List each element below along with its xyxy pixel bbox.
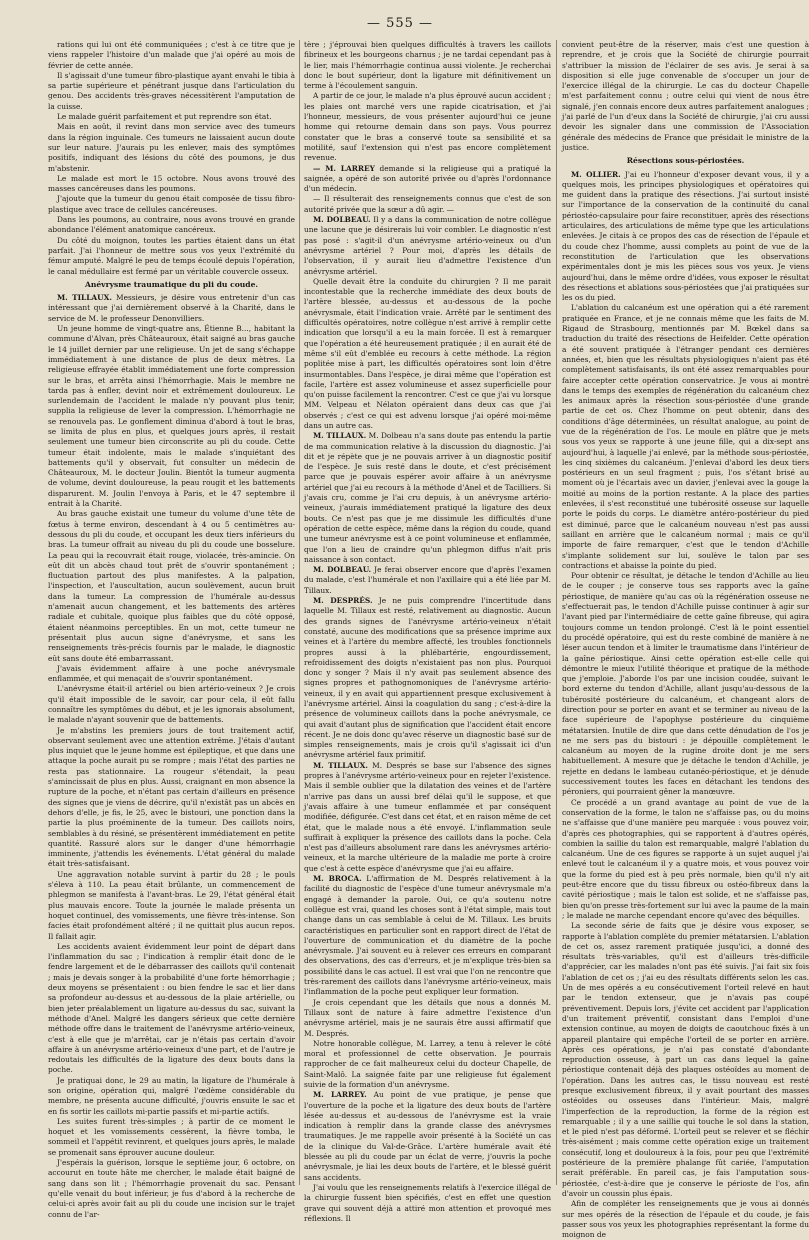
paragraph — [304, 1090, 551, 1183]
paragraph — [304, 874, 551, 998]
paragraph-text: — Il résulterait des renseignements connus que c'est de son autorité privée que la sœur a dû agir. — — [304, 194, 551, 214]
paragraph — [304, 596, 551, 761]
paragraph — [48, 1076, 295, 1117]
column-divider — [299, 40, 300, 1185]
speaker-name: M. TILLAUX. — [313, 760, 368, 770]
paragraph-text: convient peut-être de la réserver, mais c'est une question à reprendre, et je crois que la Société de chirurgie pourrait s'attribuer la mission de l'éclairer de ses avis. Je serai à sa disposition si elle juge convenable de s'occuper un jour de l'exercice illégal de la chirurgie. Le cas du docteur Chapelle m'est parfaitement connu ; outre celui qui vient de nous être signalé, j'en connais encore deux autres parfaitement analogues ; j'ai parlé de l'un d'eux dans la Société de chirurgie, j'ai cru aussi devoir les signaler dans une commission de l'Association générale des médecins de France que présidait le ministre de la justice. — [562, 40, 809, 152]
paragraph — [304, 194, 551, 215]
paragraph — [48, 40, 295, 71]
paragraph-text: Messieurs, je désire vous entretenir d'un cas intéressant que j'ai dernièrement observé à la Charité, dans le service de M. le professeur Denonvilliers. — [48, 293, 295, 323]
paragraph-text: demande si la religieuse qui a pratiqué la saignée, a opéré de son autorité privée ou d'après l'ordonnance d'un médecin. — [304, 163, 551, 194]
paragraph — [304, 277, 551, 431]
speaker-name: M. DESPRÉS. — [313, 596, 373, 606]
text-column-right — [562, 40, 809, 1240]
paragraph-text: M. Després se base sur l'absence des signes propres à l'anévrysme artério-veineux pour en rejeter l'existence. Mais il semble oublier que la dilatation des veines et de l'artère n'arrive pas dans un aussi bref délai qu'il le suppose, et que j'avais affaire à une tumeur enflammée et par conséquent modifiée, défigurée. C'est dans cet état, et en raison même de cet état, que le malade nous a été envoyé. L'inflammation seule suffirait à expliquer la présence des caillots dans la poche. Cela n'est pas d'ailleurs absolument rare dans les anévrysmes artério-veineux, et la marche ultérieure de la maladie me porte à croire que c'est à cette espèce d'anévrysme que j'ai eu affaire. — [304, 760, 551, 873]
paragraph — [48, 1158, 295, 1220]
paragraph — [48, 112, 295, 122]
paragraph-text: J'ai voulu que les renseignements relatifs à l'exercice illégal de la chirurgie fussent bien spécifiés, c'est en effet une question grave qui souvent déjà a attiré mon attention et provoqué mes réflexions. Il — [304, 1182, 551, 1223]
paragraph-text: L'affirmation de M. Després relativement à la facilité du diagnostic de l'espèce d'une tumeur anévrysmale m'a engagé à demander la parole. Oui, ce qu'a soutenu notre collègue est vrai, quand les choses sont à l'état simple, mais tout change dans un cas semblable à celui de M. Tillaux. Les bruits caractéristiques en particulier sont en rapport direct de l'état de l'ouverture de communication et du diamètre de la poche anévrysmale. J'ai souvent eu à relever ces erreurs en comparant des observations, des cas d'erreurs, et je m'explique très-bien sa possibilité dans le cas actuel. Il est vrai que l'on ne rencontre que très-rarement des caillots dans l'anévrysme artério-veineux, mais l'inflammation de la poche peut expliquer leur formation. — [304, 874, 552, 997]
paragraph-text: Je pratiquai donc, le 29 au matin, la ligature de l'humérale à son origine, opération qui, malgré l'œdème considérable du membre, ne présenta aucune difficulté, j'ouvris ensuite le sac et en fis sortir les caillots mi-partie passifs et mi-partie actifs. — [48, 1075, 295, 1116]
speaker-name: M. DOLBEAU. — [313, 215, 371, 225]
paragraph-text: La seconde série de faits que je désire vous exposer, se rapporte à l'ablation complète du premier métatarsien. L'ablation de cet os, assez rarement pratiquée jusqu'ici, a donné des résultats très-variables, qu'il est d'ailleurs très-difficile d'apprécier, car les malades n'ont pas été suivis. J'ai fait six fois l'ablation de cet os ; j'ai eu des résultats différents selon les cas. Un de mes opérés a eu consécutivement l'orteil relevé en haut par le tendon extenseur, que je n'avais pas coupé préventivement. Depuis lors, j'évite cet accident par l'application d'un traitement préventif, consistant dans l'emploi d'une extension continue, au moyen de doigts de caoutchouc fixés à un appareil plantaire qui empêche l'orteil de se porter en arrière. Après ces opérations, je n'ai pas constaté d'abondante reproduction osseuse, à part un cas dans lequel la gaîne périostique contenait déjà des plaques ostéoïdes au moment de l'opération. Dans les autres cas, le tissu nouveau est resté presque exclusivement fibreux, il y avait pourtant des masses ostéoïdes ou osseuses dans l'intérieur. Mais, malgré l'imperfection de la reproduction, la forme de la région est remarquable ; il y a une saillie qui touche le sol dans la station, et le pied n'est pas déformé. L'orteil peut se relever et se fléchir très-aisément ; mais comme cette opération exige un traitement consécutif, long et douloureux à la fois, pour peu que l'extrémité postérieure de la première phalange fût cariée, l'amputation serait préférable. En pareil cas, je fais l'amputation sous-périostée, c'est-à-dire que je conserve le périoste de l'os, afin d'avoir un coussin plus épais. — [562, 921, 809, 1198]
paragraph-text: rations qui lui ont été communiquées ; c'est à ce titre que je viens rappeler l'histoire d'un malade que j'ai opéré au mois de février de cette année. — [48, 40, 295, 70]
paragraph-text: Pour obtenir ce résultat, je détache le tendon d'Achille au lieu de le couper ; je conserve tous ses rapports avec la gaîne périostique, de manière qu'au cas où la régénération osseuse ne s'effectuerait pas, le tendon d'Achille puisse continuer à agir sur l'avant pied par l'intermédiaire de cette gaîne fibreuse, qui agira toujours comme un tendon prolongé. C'est là le point essentiel du procédé opératoire, qui est du reste combiné de manière à ne léser aucun tendon et à limiter le traumatisme dans l'intérieur de la gaîne périostique. Ainsi cette opération est-elle celle qui démontre le mieux l'utilité théorique et pratique de la méthode que j'emploie. J'aborde l'os par une incision coudée, suivant le bord externe du tendon d'Achille, allant jusqu'au-dessous de la tubérosité postérieure du calcanéum, et changeant alors de direction pour se porter en avant et se terminer au niveau de la face supérieure de l'apophyse postérieure du cinquième métatarsien. Inutile de dire que dans cette dénudation de l'os je ne me sers pas du bistouri : je dépouille complètement le calcanéum au moyen de la rugine droite dont je me sers habituellement. A mesure que je détache le tendon d'Achille, je rejette en dedans le lambeau cutanéo-périostique, et je dénude successivement toutes les faces en détachant les tendons des péroniers, qui pourraient gêner la manœuvre. — [562, 571, 809, 797]
paragraph — [48, 684, 295, 725]
paragraph — [304, 1183, 551, 1224]
paragraph-text: Je ne puis comprendre l'incertitude dans laquelle M. Tillaux est resté, relativement au diagnostic. Aucun des grands signes de l'anévrysme artério-veineux n'était constaté, aucune des modifications que sa présence imprime aux veines et à l'artère du membre affecté, les troubles fonctionnels propres aussi à la phlébartérie, engourdissement, refroidissement des doigts n'existaient pas non plus. Pourquoi donc y songer ? Mais il n'y avait pas seulement absence des signes propres et pathognomoniques de l'anévrysme artério-veineux, il y en avait qui appartiennent presque exclusivement à l'anévrysme artériel. Ainsi la coagulation du sang ; c'est-à-dire la présence de volumineux caillots dans la poche anévrysmale, ce qui avait d'autant plus de signification que l'accident était encore récent. Je ne dois donc qu'avec réserve un diagnostic basé sur de simples renseignements, mais je crois qu'il s'agissait ici d'un anévrysme artériel faux primitif. — [304, 596, 552, 760]
speaker-name: M. LARREY. — [313, 1090, 367, 1100]
paragraph-text: M. Dolbeau n'a sans doute pas entendu la partie de ma communication relative à la discussion du diagnostic. J'ai dit et je répète que je ne pouvais arriver à un diagnostic positif de l'espèce. Je suis resté dans le doute, et c'est précisément parce que je pouvais espérer avoir affaire à un anévrysme artériel que j'ai eu recours à la méthode d'Anel et de Tacilliers. Si j'avais cru, comme je l'ai cru depuis, à un anévrysme artério-veineux, j'aurais immédiatement pratiqué la ligature des deux bouts. Ce n'est pas que je me dissimule les difficultés d'une opération de cette espèce, même dans la région du coude, quand une tumeur anévrysme est à ce point volumineuse et enflammée, que l'on a lieu de craindre qu'un phlegmon diffus n'ait pris naissance à son contact. — [304, 431, 551, 564]
paragraph — [48, 293, 295, 324]
paragraph — [48, 509, 295, 663]
speaker-name: M. TILLAUX. — [313, 431, 367, 441]
paragraph-text: Dans les poumons, au contraire, nous avons trouvé en grande abondance l'élément anatomique cancéreux. — [48, 215, 295, 235]
paragraph-text: Il y a dans la communication de notre collègue une lacune que je désirerais lui voir combler. Le diagnostic n'est pas posé : s'agit-il d'un anévrysme artério-veineux ou d'un anévrysme artériel ? Pour moi, d'après les détails de l'observation, il y aurait lieu d'admettre l'existence d'un anévrysme artériel. — [304, 215, 551, 276]
column-divider — [556, 40, 557, 1185]
paragraph — [304, 1039, 551, 1090]
section-heading: Anévrysme traumatique du pli du coude. — [84, 279, 259, 289]
paragraph — [48, 324, 295, 509]
paragraph-text: Je m'abstins les premiers jours de tout traitement actif, observant seulement avec une attention extrême. J'étais d'autant plus inquiet que le jeune homme est épileptique, et que dans une attaque la poche aurait pu se rompre ; mais l'état des parties ne resta pas stationnaire. La rougeur s'étendait, la peau s'amincissait de plus en plus. Aussi, craignant en mon absence la rupture de la poche, et n'étant pas certain d'ailleurs en présence des signes que je viens de décrire, qu'il n'existât pas un abcès en dehors d'elle, je fis, le 25, avec le bistouri, une ponction dans la partie la plus proéminente de la tumeur. Des caillots noirs, semblables à du résiné, se présentèrent immédiatement en petite quantité. Rassuré alors sur le danger d'une hémorrhagie imminente, j'attendis les événements. L'état général du malade était très-satisfaisant. — [48, 725, 295, 869]
paragraph — [304, 91, 551, 163]
section-heading: Résections sous-périostées. — [626, 156, 745, 166]
page-number: — 555 — — [366, 16, 434, 31]
speaker-name: M. TILLAUX. — [57, 293, 112, 303]
paragraph — [48, 726, 295, 870]
paragraph — [304, 431, 551, 565]
paragraph-text: J'avais évidemment affaire à une poche anévrysmale enflammée, et qui menaçait de s'ouvrir spontanément. — [48, 663, 295, 684]
paragraph-text: Il s'agissait d'une tumeur fibro-plastique ayant envahi le tibia à sa partie supérieure et pénétrant jusque dans l'articulation du genou. Des accidents très-graves nécessitèrent l'amputation de la cuisse. — [48, 70, 295, 111]
paragraph-text: Au bras gauche existait une tumeur du volume d'une tête de fœtus à terme environ, descendant à 4 ou 5 centimètres au-dessous du pli du coude, et occupant les deux tiers inférieurs du bras. La tumeur offrait au niveau du pli du coude une bosselure. La peau qui la recouvrait était rouge, violacée, très-amincie. On eût dit un abcès chaud tout prêt de s'ouvrir spontanément ; fluctuation partout des plus manifestes. A la palpation, l'inspection, et l'auscultation, aucun soulèvement, aucun bruit dans la tumeur. La compression de l'humérale au-dessus n'amenait aucun changement, et les battements des artères radiale et cubitale, quoique plus faibles que du côté opposé, étaient néanmoins perceptibles. En un mot, cette tumeur ne présentait plus aucun signe d'anévrysme, et sans les renseignements très-précis fournis par le malade, le diagnostic eût sans doute été embarrassant. — [48, 509, 295, 663]
paragraph — [562, 571, 809, 798]
paragraph-text: Le malade guérit parfaitement et put reprendre son état. — [57, 112, 272, 122]
speaker-name: M. OLLIER. — [571, 169, 621, 179]
paragraph-text: Les accidents avaient évidemment leur point de départ dans l'inflammation du sac ; l'indication à remplir était donc de le fendre largement et de le débarrasser des caillots qu'il contenait ; mais je devais songer à la probabilité d'une forte hémorrhagie ; deux moyens se présentaient : ou bien fendre le sac et lier dans sa profondeur au-dessus et au-dessous de la plaie artérielle, ou bien jeter préalablement un ligature au-dessus du sac, suivant la méthode d'Anel. Malgré les dangers sérieux que cette dernière méthode offre dans le traitement de l'anévrysme artério-veineux, c'est à elle que je m'arrêtai, car je n'étais pas certain d'avoir affaire à un anévrysme artério-veineux d'une part, et de l'autre je redoutais les difficultés de la ligature des deux bouts dans la poche. — [48, 941, 295, 1075]
text-column-left — [48, 40, 295, 1219]
paragraph — [562, 1199, 809, 1240]
paragraph — [562, 921, 809, 1199]
paragraph-text: tère ; j'éprouvai bien quelques difficultés à travers les caillots fibrineux et les bourgeons charnus ; je ne tardai cependant pas à le lier, mais l'hémorrhagie continua aussi violente. Je recherchai donc le bout supérieur, dont la ligature mit définitivement un terme à l'écoulement sanguin. — [304, 40, 551, 91]
paragraph — [304, 998, 551, 1039]
paragraph-text: J'espérais la guérison, lorsque le septième jour, 6 octobre, on accourut en toute hâte me chercher, le malade était baigné de sang dans son lit ; l'hémorrhagie provenait du sac. Pensant qu'elle venait du bout inférieur, je fus d'abord à la recherche de celui-ci après avoir fait au pli du coude une incision sur le trajet connu de l'ar- — [48, 1158, 295, 1219]
paragraph-text: Ce procédé a un grand avantage au point de vue de la conservation de la forme, le talon ne s'affaisse pas, ou du moins ne s'affaisse que d'une manière peu marquée : vous pouvez voir, d'après ces photographies, qui se rapportent à d'autres opérés, combien la saillie du talon est remarquable, malgré l'ablation du calcanéum. Une de ces figures se rapporte à un sujet auquel j'ai enlevé tout le calcanéum il y a quatre mois, et vous pouvez voir que la forme du pied est à peu près normale, bien qu'il n'y ait peut-être encore que du tissu fibreux ou ostéo-fibreux dans la cavité périostique ; mais le talon est solide, et ne s'affaisse pas, bien qu'on presse très-fortement sur lui avec la paume de la main ; le malade ne marche cependant encore qu'avec des béquilles. — [562, 797, 809, 920]
paragraph — [48, 664, 295, 685]
paragraph-text: Au point de vue pratique, je pense que l'ouverture de la poche et la ligature des deux bouts de l'artère lésée au-dessus et au-dessous de l'anévrysme est la vraie indication à remplir dans la grande classe des anévrysmes traumatiques. Je me rappelle avoir présenté à la Société un cas de la clinique du Val-de-Grâce. L'artère humérale avait été blessée au pli du coude par un éclat de verre, j'ouvris la poche anévrysmale, je liai les deux bouts de l'artère, et le blessé guérit sans accidents. — [304, 1090, 551, 1182]
paragraph — [304, 215, 551, 277]
paragraph-text: Notre honorable collègue, M. Larrey, a tenu à relever le côté moral et professionnel de cette observation. Je pourrais rapprocher de ce fait malheureux celui du docteur Chapelle, de Saint-Malô. La saignée faite par une religieuse fut également suivie de la formation d'un anévrysme. — [304, 1038, 551, 1089]
paragraph — [562, 303, 809, 571]
paragraph — [562, 40, 809, 153]
paragraph — [304, 565, 551, 596]
paragraph — [48, 942, 295, 1076]
paragraph-text: Le malade est mort le 15 octobre. Nous avons trouvé des masses cancéreuses dans les poumons. — [48, 173, 295, 194]
paragraph-text: Les suites furent très-simples ; à partir de ce moment le hoquet et les vomissements cessèrent, la fièvre tomba, le sommeil et l'appétit revinrent, et quelques jours après, le malade se promenait sans éprouver aucune douleur. — [48, 1116, 295, 1157]
speaker-name: M. BROCA. — [313, 874, 362, 884]
paragraph — [304, 761, 551, 874]
paragraph-text: L'anévrysme était-il artériel ou bien artério-veineux ? Je crois qu'il était impossible de le savoir, car pour cela, il eût fallu connaître les symptômes du début, et je les ignorais absolument, le malade n'ayant souvenir que de battements. — [48, 684, 295, 725]
paragraph-text: Je ferai observer encore que d'après l'examen du malade, c'est l'humérale et non l'axillaire qui a été liée par M. Tillaux. — [304, 565, 551, 595]
paragraph-text: J'ai eu l'honneur d'exposer devant vous, il y a quelques mois, les principes physiologiques et opératoires qui me guident dans la pratique des résections. J'ai surtout insisté sur l'importance de la conservation de la continuité du canal périostéo-capsulaire pour faire reconstituer, après des résections articulaires, des articulations de même type que les articulations enlevées. Je citais à ce propos des cas de résection de l'épaule et du coude chez l'homme, aussi complets au point de vue de la reconstitution de l'articulation que les observations expérimentales dont je mis les pièces sous vos yeux. Je viens aujourd'hui, dans le même ordre d'idées, vous exposer le résultat des résections et ablations sous-périostées que j'ai pratiquées sur les os du pied. — [562, 169, 809, 303]
text-column-middle — [304, 40, 552, 1223]
paragraph — [562, 798, 809, 922]
paragraph-text: Mais en août, il revint dans mon service avec des tumeurs dans la région inguinale. Ces tumeurs ne laissaient aucun doute sur leur nature. J'aurais pu les enlever, mais des symptômes positifs, indiquant des lésions du côté des poumons, je dus m'abstenir. — [48, 122, 295, 173]
paragraph — [48, 1117, 295, 1158]
paragraph — [304, 164, 551, 195]
paragraph — [48, 870, 295, 942]
paragraph — [48, 236, 295, 277]
paragraph — [562, 170, 809, 304]
paragraph — [48, 194, 295, 215]
paragraph — [48, 71, 295, 112]
paragraph-text: A partir de ce jour, le malade n'a plus éprouvé aucun accident ; les plaies ont marché vers une rapide cicatrisation, et j'ai l'honneur, messieurs, de vous présenter aujourd'hui ce jeune homme qui retourne demain dans son pays. Vous pourrez constater que le bras a conservé toute sa sensibilité et sa motilité, sauf l'extension qui n'est pas encore complètement revenue. — [304, 91, 551, 163]
paragraph-text: Une aggravation notable survint à partir du 28 ; le pouls s'éleva à 110. La peau était brûlante, un commencement de phlegmon se manifesta à l'avant-bras. Le 29, l'état général était plus mauvais encore. Toute la journée le malade présenta un hoquet continuel, des vomissements, une fièvre très-intense. Son facies était profondément altéré ; il ne quittait plus aucun repos. Il fallait agir. — [48, 869, 295, 941]
paragraph-text: Je crois cependant que les détails que nous a donnés M. Tillaux sont de nature à faire admettre l'existence d'un anévrysme artériel, mais je ne saurais être aussi affirmatif que M. Després. — [304, 997, 551, 1038]
paragraph-text: Un jeune homme de vingt-quatre ans, Étienne B..., habitant la commune d'Alvan, près Châteauroux, était saigné au bras gauche le 14 juillet dernier par une religieuse. Un jet de sang s'échappe immédiatement à une distance de plus de deux mètres. La religieuse effrayée établit immédiatement une forte compression sur le bras, et arrêta ainsi l'hémorrhagie. Mais le membre ne tarda pas à enfler, devint noir et extrêmement douloureux. Le surlendemain de l'accident le malade n'y pouvant plus tenir, supplia la religieuse de lever la compression. L'hémorrhagie ne se renouvela pas. Le gonflement diminua d'abord à tout le bras, se limita de plus en plus, et quelques jours après, il restait seulement une tumeur bien circonscrite au pli du coude. Cette tumeur était indolente, mais le malade s'inquiétant des battements qu'il y observait, fut consulter un médecin de Châteauroux, M. le docteur Joulin. Bientôt la tumeur augmenta de volume, devint douloureuse, la peau rougit et les battements disparurent. M. Joulin l'envoya à Paris, et le 47 septembre il entrait à la Charité. — [48, 324, 295, 509]
paragraph-text: Afin de compléter les renseignements que je vous ai donnés sur mes opérés de la résection de l'épaule et du coude, je fais passer sous vos yeux les photographies représentant la forme du moignon de — [562, 1199, 809, 1240]
speaker-name: M. DOLBEAU. — [313, 565, 372, 575]
paragraph-text: J'ajoute que la tumeur du genou était composée de tissu fibro-plastique avec trace de cellules cancéreuses. — [48, 194, 295, 214]
paragraph-text: L'ablation du calcanéum est une opération qui a été rarement pratiquée en France, et je ne connais même que les faits de M. Rigaud de Strasbourg, mentionnés par M. Bœkel dans sa traduction du traité des résections de Heifelder. Cette opération a été souvent pratiquée à l'étranger pendant ces dernières années, et, bien que les résultats physiologiques n'aient pas été complètement satisfaisants, ils ont été assez remarquables pour faire accepter cette opération conservatrice. Je vous ai montré dans le temps des exemples de régénération du calcanéum chez les animaux après la résection sous-périostée d'une grande partie de cet os. Chez l'homme on peut obtenir, dans des conditions d'âge déterminées, un résultat analogue, au point de vue de la régénération de l'os. Le moule en plâtre que je mets sous vos yeux se rapporte à une jeune fille, qui a dix-sept ans aujourd'hui, à laquelle j'ai enlevé, par la méthode sous-périostée, les cinq sixièmes du calcanéum. J'enlevai d'abord les deux tiers postérieurs en un seul fragment ; puis, l'os s'étant brisé au moment où je l'écartais avec un davier, j'enlevai avec la gouge la moitié au moins de la portion restante. A la place des parties enlevées, il s'est reconstitué une tubérosité osseuse sur laquelle porte le poids du corps. Le diamètre antéro-postérieur du pied est diminué, parce que le calcanéum nouveau n'est pas aussi saillant en arrière que le calcanéum normal ; mais ce qu'il importe de faire remarquer, c'est que le tendon d'Achille s'implante solidement sur lui, soulève le talon par ses contractions et abaisse la pointe du pied. — [562, 303, 809, 570]
paragraph — [48, 174, 295, 195]
speaker-name: — M. LARREY — [313, 163, 375, 173]
paragraph — [48, 215, 295, 236]
paragraph-text: Du côté du moignon, toutes les parties étaient dans un état parfait. J'ai l'honneur de mettre sous vos yeux l'extrémité du fémur amputé. Malgré le peu de temps écoulé depuis l'opération, le canal médullaire est fermé par un véritable couvercle osseux. — [48, 235, 295, 276]
paragraph — [304, 40, 551, 91]
paragraph-text: Quelle devait être la conduite du chirurgien ? Il me parait incontestable que la recherche immédiate des deux bouts de l'artère blessée, au-dessus et au-dessous de la poche anévrysmale, était l'indication vraie. Arrêté par le sentiment des difficultés opératoires, notre collègue n'est arrivé à remplir cette indication que lorsqu'il a eu la main forcée. Il est à remarquer que l'opération a été heureusement pratiquée ; il en aurait été de même s'il eût d'emblée eu recours à cette méthode. La région poplitée mise à part, les difficultés opératoires sont loin d'être insurmontables. Dans l'espèce, je dirai même que l'opération est facile, l'artère est assez volumineuse et assez superficielle pour qu'on puisse facilement la rencontrer. C'est ce que j'ai vu lorsque MM. Velpeau et Nélaton opéraient dans deux cas que j'ai observés ; c'est ce qui est advenu lorsque j'ai opéré moi-même dans un autre cas. — [304, 276, 551, 430]
paragraph — [48, 122, 295, 173]
